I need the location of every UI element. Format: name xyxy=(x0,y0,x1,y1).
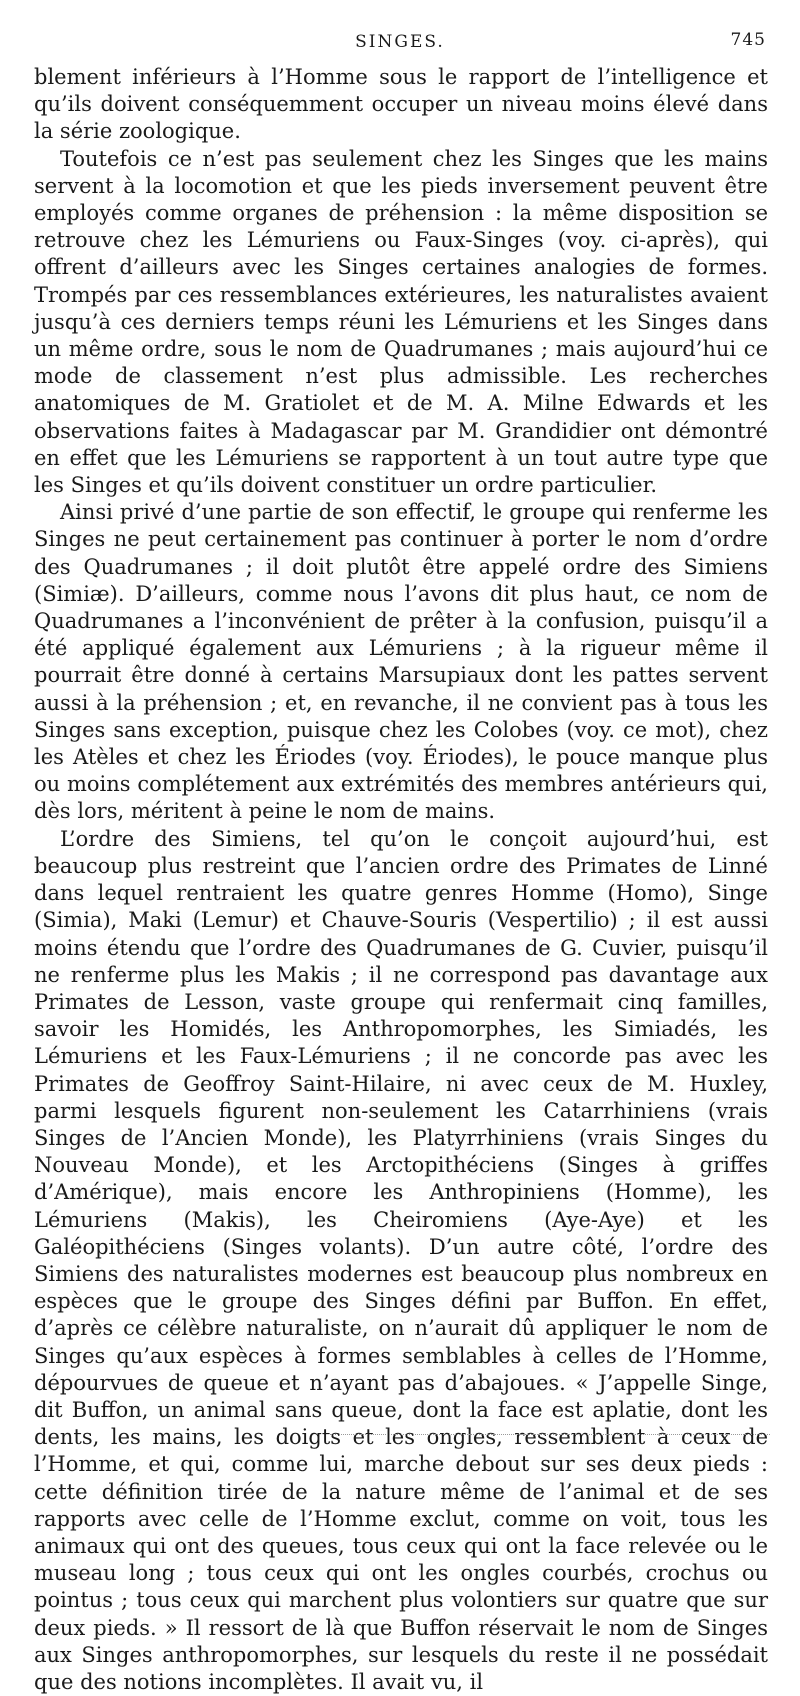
paragraph: blement inférieurs à l’Homme sous le rapport de l’intelligence et qu’ils doivent conséquemment occuper un niveau moins élevé dans la série zoologique. xyxy=(34,65,768,144)
footer-print-marks xyxy=(330,1434,770,1439)
body-text xyxy=(34,64,768,1696)
paragraph: L’ordre des Simiens, tel qu’on le conçoit aujourd’hui, est beaucoup plus restreint que l’ancien ordre des Primates de Linné dans lequel rentraient les quatre genres Homme (Homo), Singe (Simia), Maki (Lemur) et Chauve-Souris (Vespertilio) ; il est aussi moins étendu que l’ordre des Quadrumanes de G. Cuvier, puisqu’il ne renferme plus les Makis ; il ne correspond pas davantage aux Primates de Lesson, vaste groupe qui renfermait cinq familles, savoir les Homidés, les Anthropomorphes, les Simiadés, les Lémuriens et les Faux-Lémuriens ; il ne concorde pas avec les Primates de Geoffroy Saint-Hilaire, ni avec ceux de M. Huxley, parmi lesquels figurent non-seulement les Catarrhiniens (vrais Singes de l’Ancien Monde), les Platyrrhiniens (vrais Singes du Nouveau Monde), et les Arctopithéciens (Singes à griffes d’Amérique), mais encore les Anthropiniens (Homme), les Lémuriens (Makis), les Cheiromiens (Aye-Aye) et les Galéopithéciens (Singes volants). D’un autre côté, l’ordre des Simiens des naturalistes modernes est beaucoup plus nombreux en espèces que le groupe des Singes défini par Buffon. En effet, d’après ce célèbre naturaliste, on n’aurait dû appliquer le nom de Singes qu’aux espèces à formes semblables à celles de l’Homme, dépourvues de queue et n’ayant pas d’abajoues. « J’appelle Singe, dit Buffon, un animal sans queue, dont la face est aplatie, dont les dents, les mains, les doigts et les ongles, ressemblent à ceux de l’Homme, et qui, comme lui, marche debout sur ses deux pieds : cette définition tirée de la nature même de l’animal et de ses rapports avec celle de l’Homme exclut, comme on voit, tous les animaux qui ont des queues, tous ceux qui ont la face relevée ou le museau long ; tous ceux qui ont les ongles courbés, crochus ou pointus ; tous ceux qui marchent plus volontiers sur quatre que sur deux pieds. » Il ressort de là que Buffon réservait le nom de Singes aux Singes anthropomorphes, sur lesquels du reste il ne possédait que des notions incomplètes. Il avait vu, il xyxy=(34,826,768,1694)
running-title: SINGES. xyxy=(355,32,445,52)
paragraph: Toutefois ce n’est pas seulement chez les Singes que les mains servent à la locomotion et que les pieds inversement peuvent être employés comme organes de préhension : la même disposition se retrouve chez les Lémuriens ou Faux-Singes (voy. ci-après), qui offrent d’ailleurs avec les Singes certaines analogies de formes. Trompés par ces ressemblances extérieures, les naturalistes avaient jusqu’à ces derniers temps réuni les Lémuriens et les Singes dans un même ordre, sous le nom de Quadrumanes ; mais aujourd’hui ce mode de classement n’est plus admissible. Les recherches anatomiques de M. Gratiolet et de M. A. Milne Edwards et les observations faites à Madagascar par M. Grandidier ont démontré en effet que les Lémuriens se rapportent à un tout autre type que les Singes et qu’ils doivent constituer un ordre particulier. xyxy=(34,146,768,498)
page-number: 745 xyxy=(730,30,766,50)
page-header xyxy=(0,26,800,56)
paragraph: Ainsi privé d’une partie de son effectif, le groupe qui renferme les Singes ne peut certainement pas continuer à porter le nom d’ordre des Quadrumanes ; il doit plutôt être appelé ordre des Simiens (Simiæ). D’ailleurs, comme nous l’avons dit plus haut, ce nom de Quadrumanes a l’inconvénient de prêter à la confusion, puisqu’il a été appliqué également aux Lémuriens ; à la rigueur même il pourrait être donné à certains Marsupiaux dont les pattes servent aussi à la préhension ; et, en revanche, il ne convient pas à tous les Singes sans exception, puisque chez les Colobes (voy. ce mot), chez les Atèles et chez les Ériodes (voy. Ériodes), le pouce manque plus ou moins complétement aux extrémités des membres antérieurs qui, dès lors, méritent à peine le nom de mains. xyxy=(34,500,768,824)
